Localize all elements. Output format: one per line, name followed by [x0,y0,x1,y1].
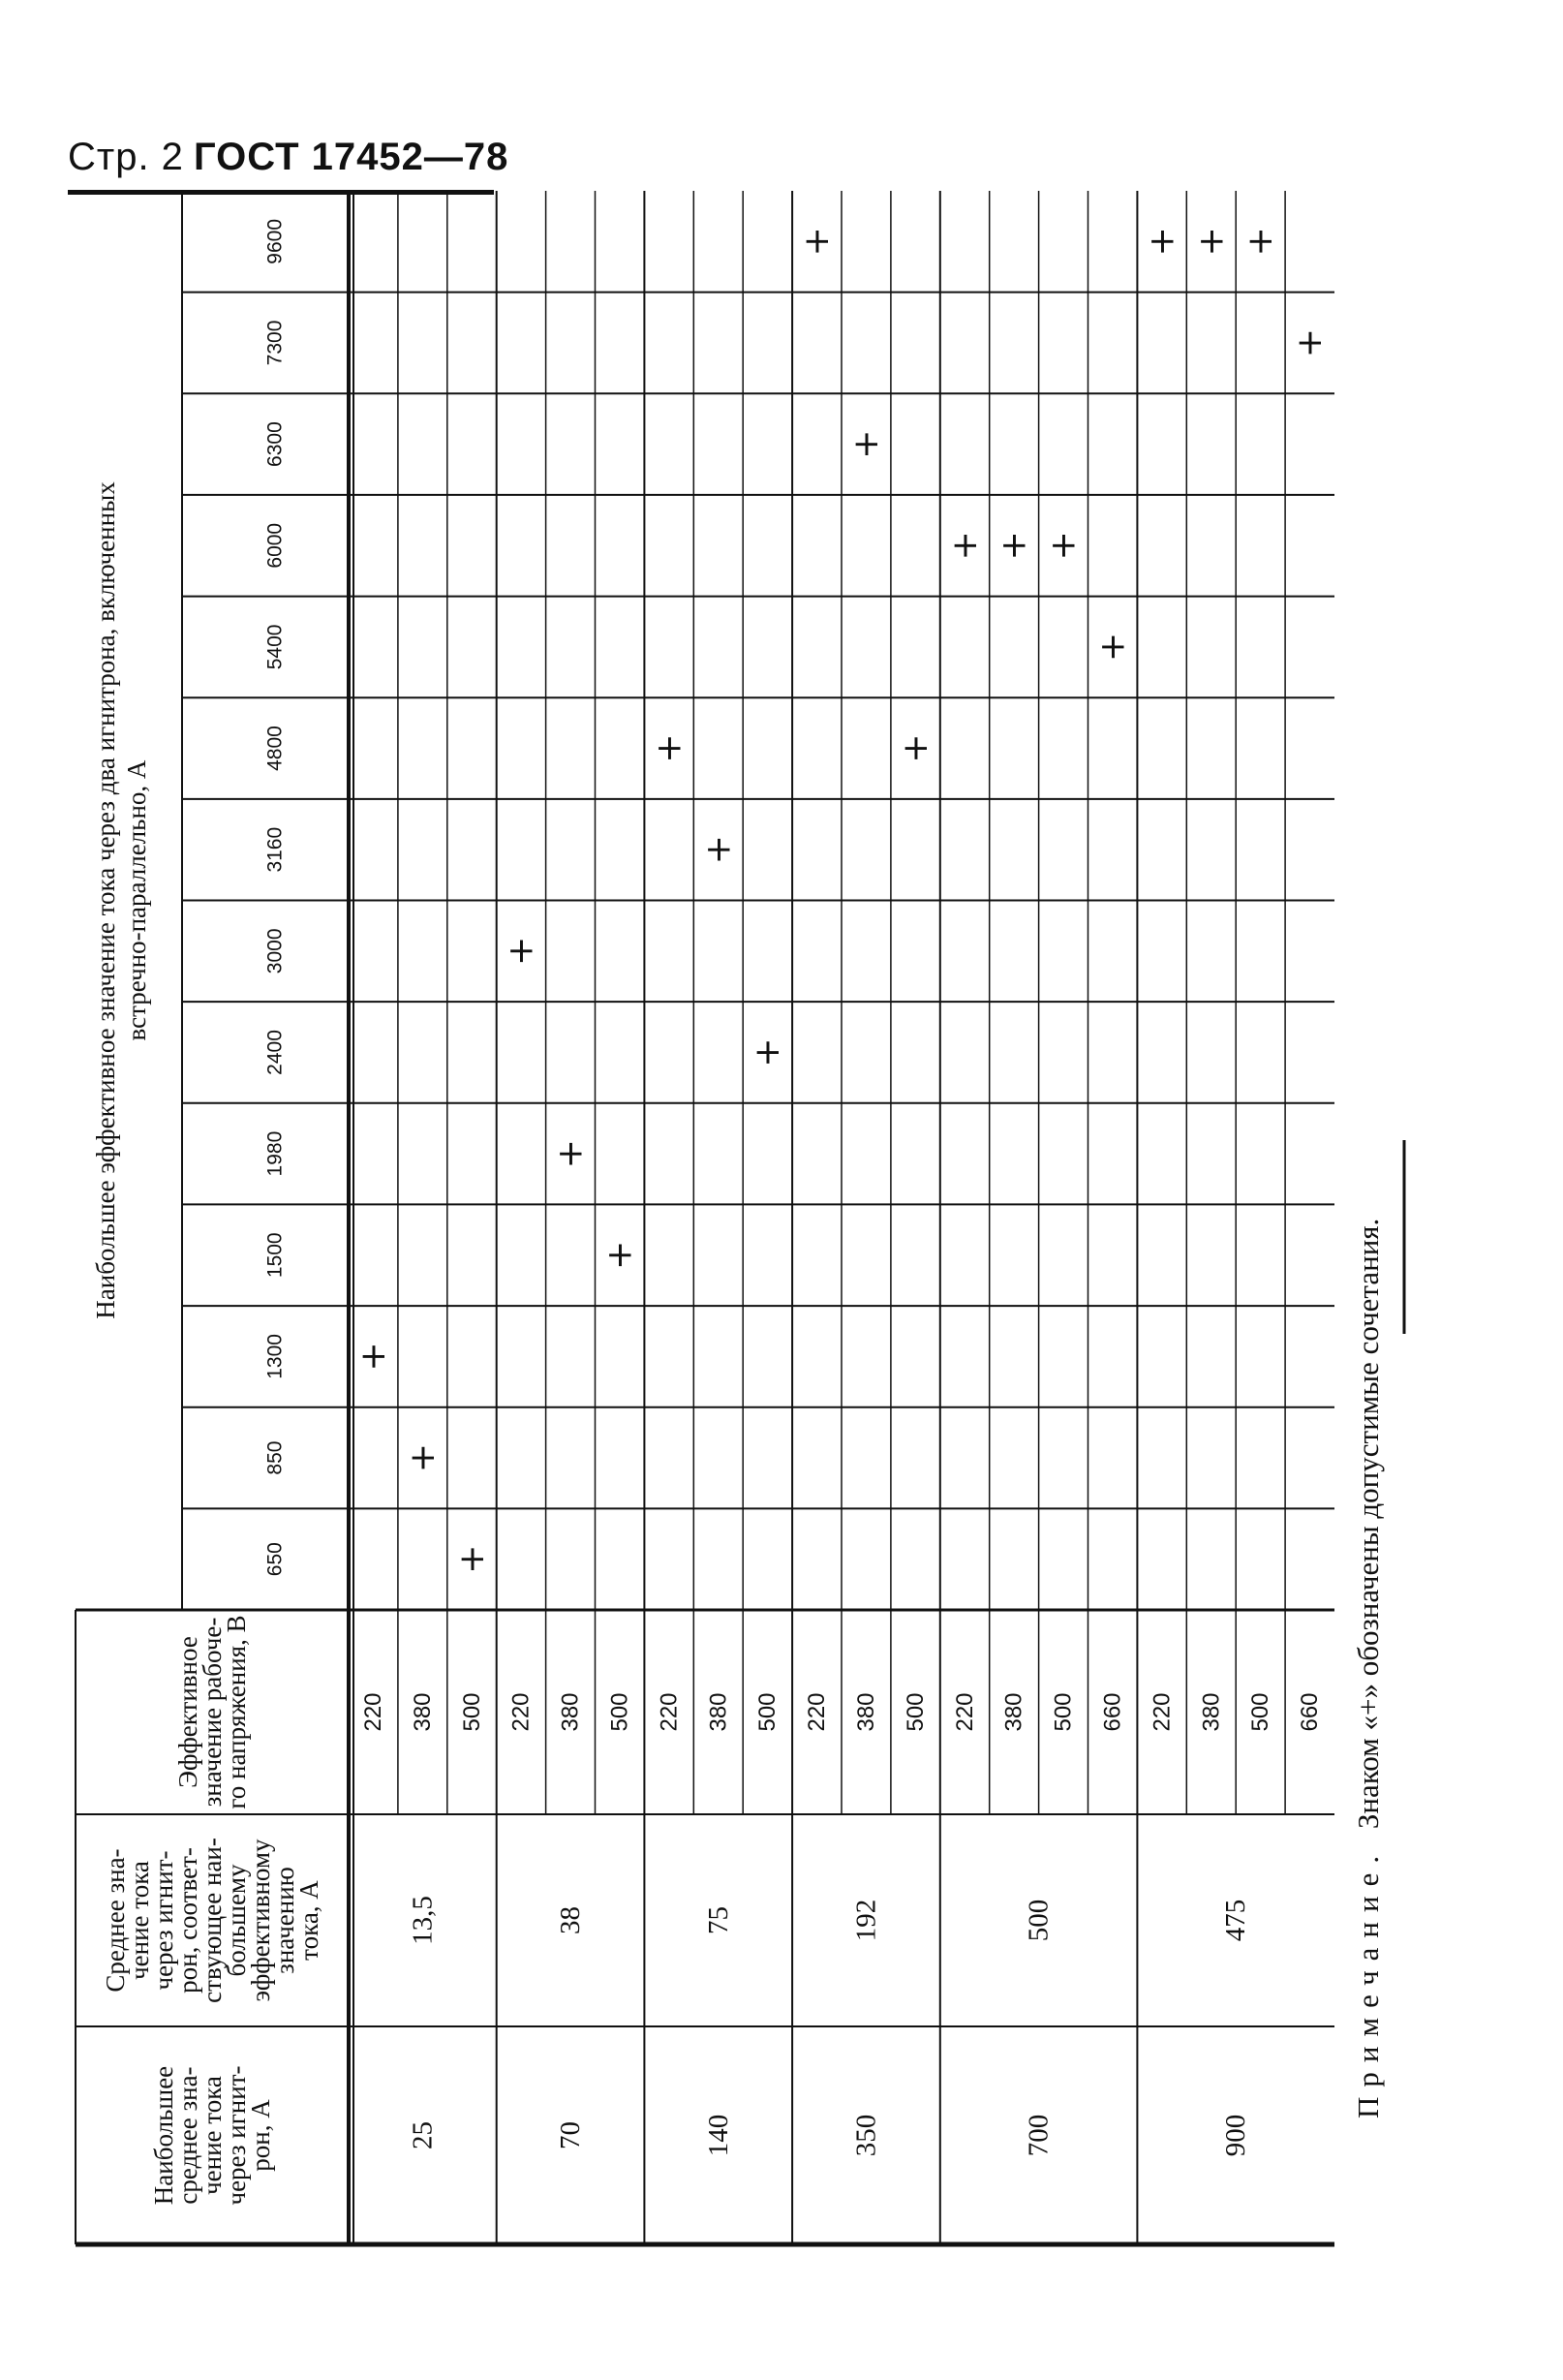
allowed-mark: + [895,733,935,763]
current-value-label: 6300 [263,421,287,467]
current-value-label: 7300 [263,320,287,366]
current-value-label: 850 [263,1440,287,1475]
voltage-value: 380 [557,1692,584,1732]
allowed-mark: + [797,227,838,257]
col2-header: Среднее зна- [101,1848,130,1993]
avg-current: 192 [850,1899,882,1942]
allowed-mark: + [451,1544,492,1574]
col1-header: среднее зна- [173,2066,202,2205]
allowed-mark: + [649,733,690,763]
voltage-value: 220 [507,1692,535,1732]
current-value-label: 1500 [263,1232,287,1279]
document-title: ГОСТ 17452—78 [193,136,509,178]
voltage-value: 220 [656,1692,683,1732]
col1-header: рон, А [246,2099,275,2172]
allowed-mark: + [550,1139,591,1169]
max-avg-current: 700 [1023,2114,1055,2157]
voltage-value: 380 [705,1692,732,1732]
allowed-mark: + [944,531,985,561]
col2-header: эффективному [246,1839,275,2002]
allowed-mark: + [994,531,1034,561]
voltage-value: 500 [458,1692,485,1732]
col1-header: чение тока [198,2076,227,2195]
table-text [91,219,1330,2206]
col2-header: ствующее наи- [198,1838,227,2003]
current-value-label: 1980 [263,1130,287,1177]
allowed-mark: + [501,936,541,966]
avg-current: 38 [555,1906,587,1934]
note-prefix: Примечание. [1350,1829,1385,2118]
max-avg-current: 350 [850,2114,882,2157]
voltage-value: 380 [409,1692,436,1732]
allowed-mark: + [1191,227,1232,257]
voltage-value: 380 [852,1692,879,1732]
current-value-label: 9600 [263,218,287,264]
voltage-value: 220 [951,1692,978,1732]
col2-header: чение тока [125,1861,154,1980]
note-text [1351,1219,1385,2118]
col2-header: тока, А [294,1880,323,1961]
col3-header: го напряжения, В [222,1615,251,1809]
current-value-label: 1300 [263,1334,287,1379]
current-value-label: 3160 [263,826,287,873]
table-body [76,191,1404,2244]
col2-header: значению [270,1867,299,1974]
voltage-value: 500 [754,1692,782,1732]
col2-header: рон, соответ- [173,1847,202,1994]
voltage-value: 660 [1099,1692,1126,1732]
col3-header: Эффективное [173,1636,202,1788]
col1-header: Наибольшее [149,2065,178,2206]
voltage-value: 660 [1297,1692,1324,1732]
voltage-value: 220 [359,1692,386,1732]
current-value-label: 5400 [263,624,287,670]
max-avg-current: 70 [555,2121,587,2149]
allowed-mark: + [402,1442,443,1473]
avg-current: 75 [702,1906,734,1934]
voltage-value: 220 [1149,1692,1176,1732]
current-value-label: 650 [263,1542,287,1577]
avg-current: 13,5 [407,1896,439,1945]
voltage-value: 380 [1000,1692,1027,1732]
current-header: Наибольшее эффективное значение тока через два игнитрона, включенных [91,481,120,1319]
allowed-mark: + [1290,327,1331,358]
note-body: Знаком «+» обозначены допустимые сочетания. [1350,1218,1385,1830]
current-value-label: 3000 [263,928,287,974]
allowed-mark: + [352,1342,393,1372]
voltage-value: 220 [804,1692,831,1732]
voltage-value: 500 [606,1692,633,1732]
col1-header: через игнит- [222,2065,251,2206]
allowed-mark: + [1142,227,1182,257]
allowed-mark: + [599,1240,640,1270]
max-avg-current: 25 [407,2121,439,2149]
voltage-value: 380 [1198,1692,1225,1732]
allowed-mark: + [698,835,739,865]
table-note [1351,1140,1405,2118]
current-value-label: 4800 [263,726,287,771]
current-value-label: 6000 [263,522,287,569]
allowed-mark: + [1043,531,1084,561]
max-avg-current: 900 [1220,2114,1252,2157]
avg-current: 475 [1220,1899,1252,1942]
voltage-value: 500 [1247,1692,1274,1732]
allowed-mark: + [1092,632,1133,662]
current-header: встречно-параллельно, А [122,759,151,1041]
avg-current: 500 [1023,1899,1055,1942]
voltage-value: 500 [902,1692,929,1732]
max-avg-current: 140 [702,2114,734,2157]
col2-header: через игнит- [149,1850,178,1991]
allowed-mark: + [1241,227,1281,257]
page-number: Стр. 2 [68,136,184,178]
col2-header: большему [222,1864,251,1977]
allowed-mark: + [845,429,886,459]
voltage-value: 500 [1050,1692,1077,1732]
allowed-mark: + [748,1037,788,1067]
current-value-label: 2400 [263,1030,287,1075]
col3-header: значение рабоче- [198,1617,227,1808]
